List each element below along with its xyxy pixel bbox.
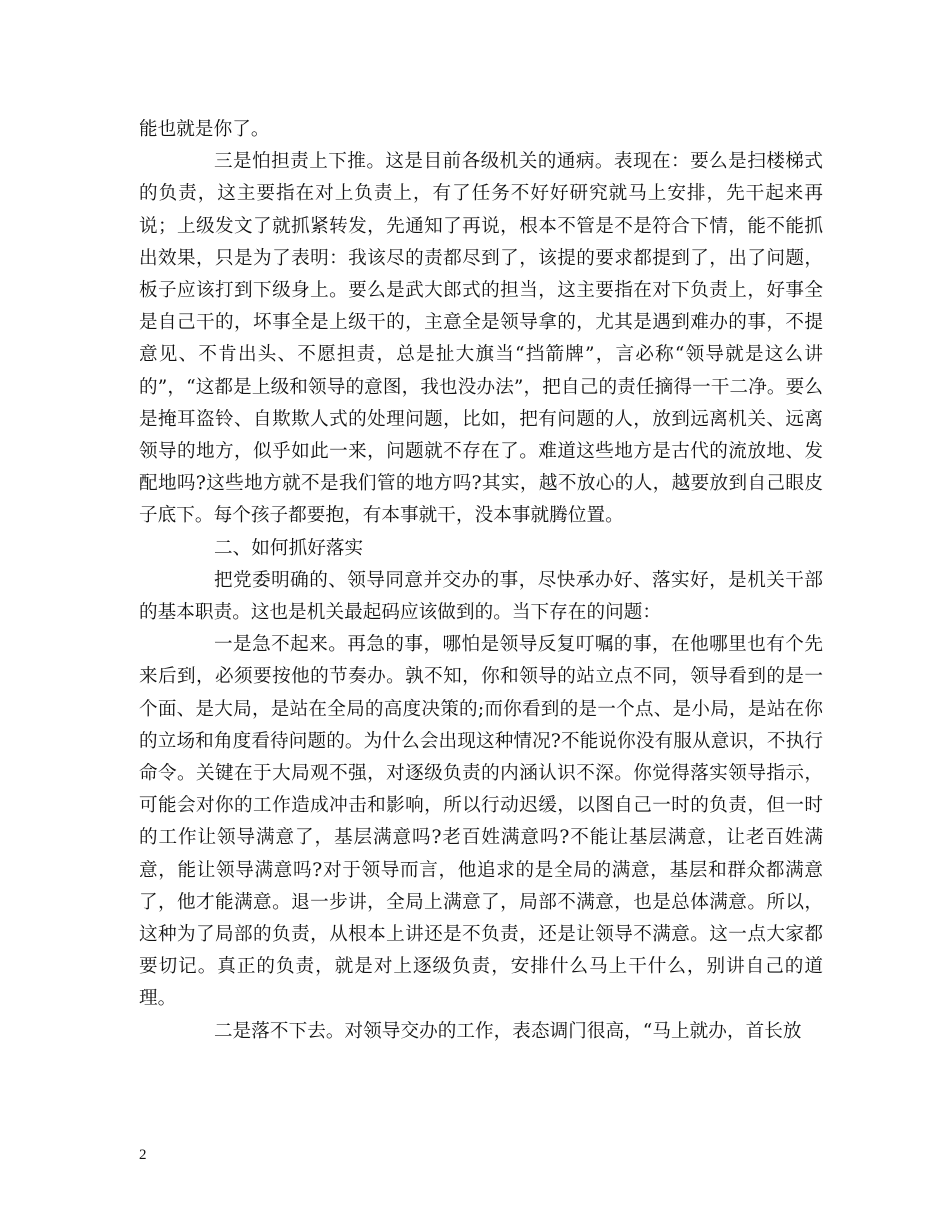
paragraph-continuation: 能也就是你了。 <box>139 119 270 140</box>
page-number: 2 <box>139 1147 147 1163</box>
paragraph-second-problem: 二是落不下去。对领导交办的工作，表态调门很高，“马上就办，首长放 <box>214 1020 802 1042</box>
document-body <box>139 114 823 1048</box>
paragraph-first-problem: 一是急不起来。再急的事，哪怕是领导反复叮嘱的事，在他哪里也有个先来后到，必须要按他的节奏办。孰不知，你和领导的站立点不同，领导看到的是一个面、是大局，是站在全局的高度决策的;而你看到的是一个点、是小局，是站在你的立场和角度看待问题的。为什么会出现这种情况?不能说你没有服从意识，不执行命令。关键在于大局观不强，对逐级负责的内涵认识不深。你觉得落实领导指示，可能会对你的工作造成冲击和影响，所以行动迟缓，以图自己一时的负责，但一时的工作让领导满意了，基层满意吗?老百姓满意吗?不能让基层满意，让老百姓满意，能让领导满意吗?对于领导而言，他追求的是全局的满意，基层和群众都满意了，他才能满意。退一步讲，全局上满意了，局部不满意，也是总体满意。所以，这种为了局部的负责，从根本上讲还是不负责，还是让领导不满意。这一点大家都要切记。真正的负责，就是对上逐级负责，安排什么马上干什么，别讲自己的道理。 <box>139 634 823 1010</box>
paragraph-third-issue: 三是怕担责上下推。这是目前各级机关的通病。表现在：要么是扫楼梯式的负责，这主要指在对上负责上，有了任务不好好研究就马上安排，先干起来再说；上级发文了就抓紧转发，先通知了再说，根本不管是不是符合下情，能不能抓出效果，只是为了表明：我该尽的责都尽到了，该提的要求都提到了，出了问题，板子应该打到下级身上。要么是武大郎式的担当，这主要指在对下负责上，好事全是自己干的，坏事全是上级干的，主意全是领导拿的，尤其是遇到难办的事，不提意见、不肯出头、不愿担责，总是扯大旗当“挡箭牌”，言必称“领导就是这么讲的”，“这都是上级和领导的意图，我也没办法”，把自己的责任摘得一干二净。要么是掩耳盗铃、自欺欺人式的处理问题，比如，把有问题的人，放到远离机关、远离领导的地方，似乎如此一来，问题就不存在了。难道这些地方是古代的流放地、发配地吗?这些地方就不是我们管的地方吗?其实，越不放心的人，越要放到自己眼皮子底下。每个孩子都要抱，有本事就干，没本事就腾位置。 <box>139 151 823 527</box>
paragraph-duty: 把党委明确的、领导同意并交办的事，尽快承办好、落实好，是机关干部的基本职责。这也是机关最起码应该做到的。当下存在的问题： <box>139 569 823 624</box>
section-heading: 二、如何抓好落实 <box>214 537 364 559</box>
